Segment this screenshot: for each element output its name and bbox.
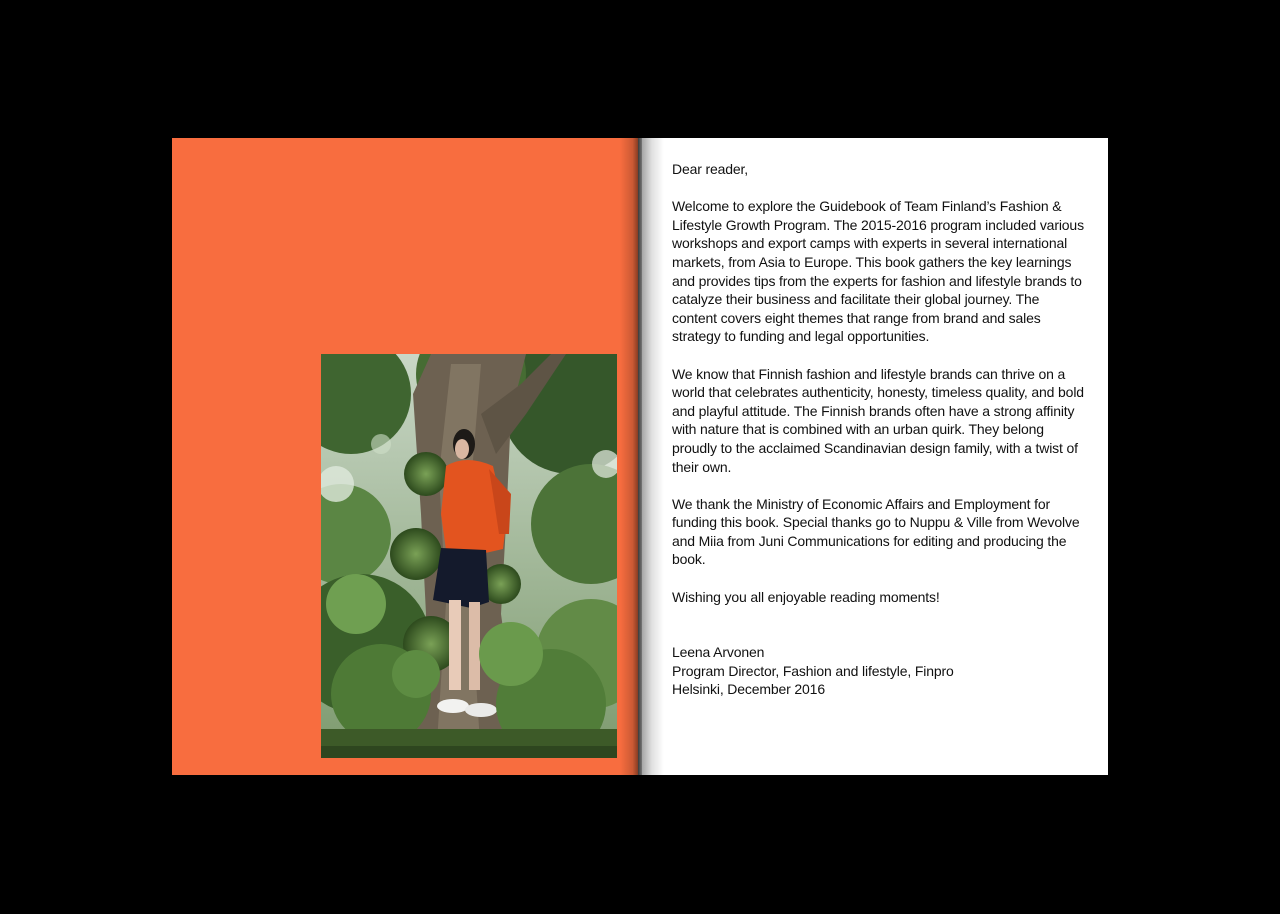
signature-block bbox=[672, 643, 1084, 699]
left-page bbox=[172, 138, 638, 775]
paragraph-welcome: Welcome to explore the Guidebook of Team Finland’s Fashion & Lifestyle Growth Program. The 2015-2016 program included various workshops and export camps with experts in several international markets, from Asia to Europe. This book gathers the key learnings and provides tips from the experts for fashion and lifestyle brands to catalyze their business and facilitate their global journey. The content covers eight themes that range from brand and sales strategy to funding and legal opportunities. bbox=[672, 198, 1084, 345]
foreword-letter bbox=[672, 160, 1084, 699]
paragraph-finnish-brands: We know that Finnish fashion and lifestyle brands can thrive on a world that celebrates authenticity, honesty, timeless quality, and bold and playful attitude. The Finnish brands often have a strong affinity with nature that is combined with an urban quirk. They belong proudly to the acclaimed Scandinavian design family, with a twist of their own. bbox=[672, 365, 1084, 475]
fashion-photo bbox=[321, 354, 617, 758]
signature-name: Leena Arvonen bbox=[672, 644, 765, 661]
salutation: Dear reader, bbox=[672, 161, 749, 177]
book-spread bbox=[172, 138, 1108, 775]
signature-place-date: Helsinki, December 2016 bbox=[672, 681, 825, 698]
photo-icon bbox=[321, 354, 617, 758]
paragraph-thanks: We thank the Ministry of Economic Affairs and Employment for funding this book. Special thanks go to Nuppu & Ville from Wevolve and Miia from Juni Communications for editing and producing the book. bbox=[672, 495, 1080, 568]
right-page bbox=[642, 138, 1108, 775]
closing-line: Wishing you all enjoyable reading moments! bbox=[672, 588, 940, 605]
signature-title: Program Director, Fashion and lifestyle, Finpro bbox=[672, 662, 954, 679]
